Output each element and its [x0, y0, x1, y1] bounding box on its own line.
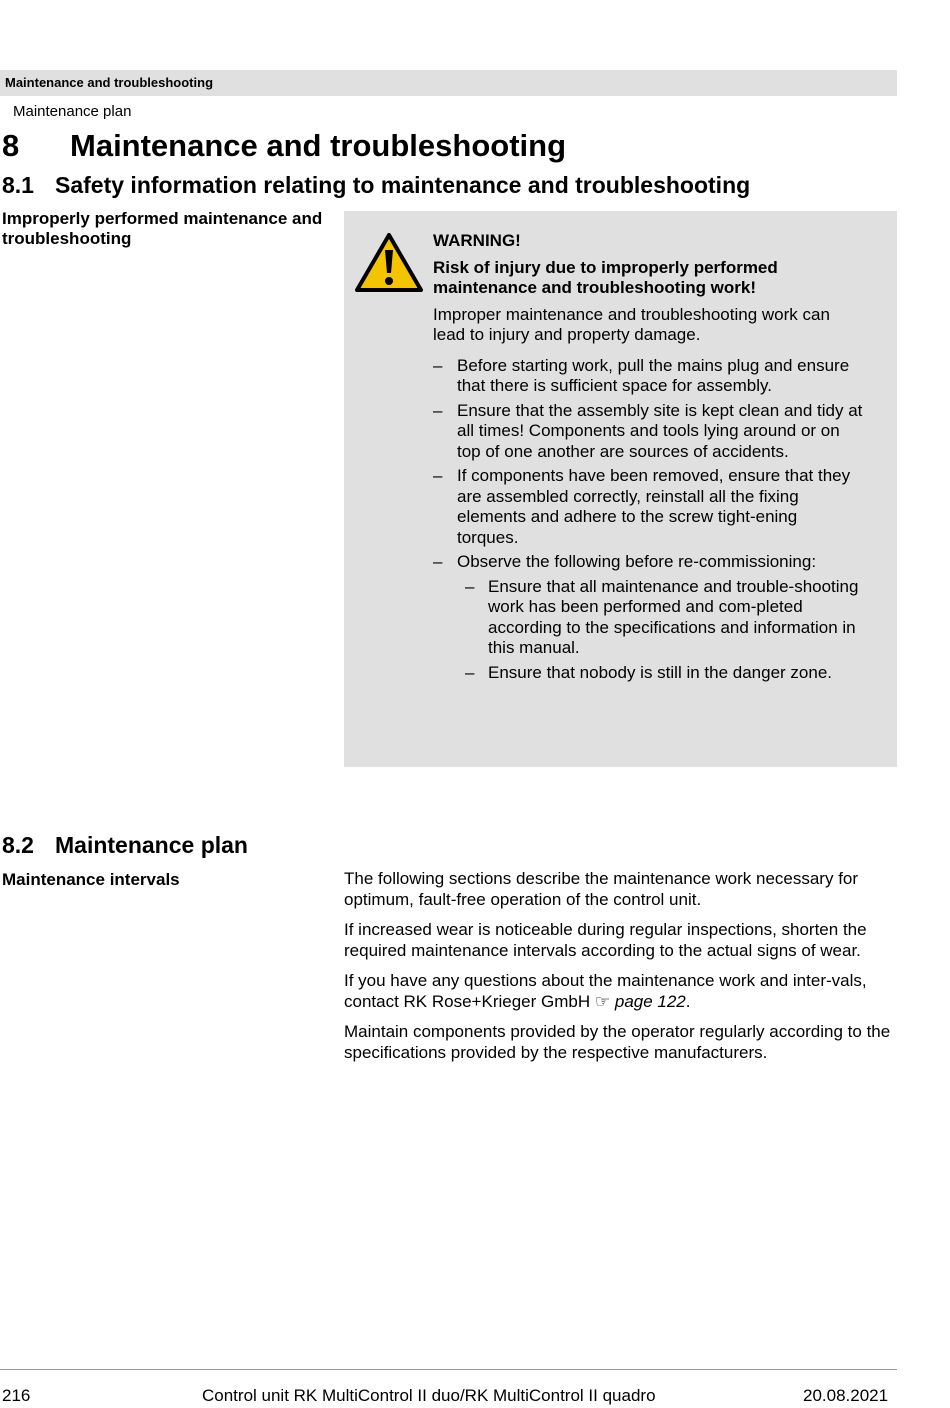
footer-product: Control unit RK MultiControl II duo/RK MultiControl II quadro: [202, 1386, 656, 1405]
warning-content: [433, 231, 863, 687]
list-item: [433, 356, 863, 397]
list-item-text: If components have been removed, ensure that they are assembled correctly, reinstall all the fixing elements and adhere to the screw tight-ening torques.: [457, 466, 851, 547]
section-8-1-heading: [2, 172, 750, 199]
list-dash: –: [433, 355, 443, 375]
section-8-2-side-label: Maintenance intervals: [2, 870, 180, 889]
running-header-title: Maintenance and troubleshooting: [5, 75, 214, 90]
section-8-2-heading: [2, 832, 248, 859]
chapter-title: Maintenance and troubleshooting: [70, 128, 567, 163]
list-item: [465, 577, 863, 659]
warning-intro: Improper maintenance and troubleshooting work can lead to injury and property damage.: [433, 304, 830, 344]
list-item-text: Ensure that nobody is still in the danger zone.: [488, 662, 832, 682]
footer-page-number: 216: [2, 1386, 31, 1405]
list-dash: –: [465, 576, 475, 596]
chapter-heading: [2, 128, 566, 164]
list-item: [433, 401, 863, 463]
maintenance-plan-text: [344, 869, 894, 1073]
list-item-text: Observe the following before re-commissioning:: [457, 552, 817, 571]
list-item-text: Ensure that the assembly site is kept clean and tidy at all times! Components and tools lying around or on top of one another are sources of accidents.: [457, 400, 863, 461]
section-8-1-side-label: Improperly performed maintenance and troubleshooting: [2, 209, 323, 248]
section-8-1-number: 8.1: [2, 172, 34, 198]
page-reference-link[interactable]: page 122: [614, 991, 686, 1011]
warning-box: [344, 211, 897, 767]
warning-sub-list: [457, 577, 863, 684]
section-8-1-title: Safety information relating to maintenance and troubleshooting: [55, 172, 751, 198]
paragraph: If increased wear is noticeable during regular inspections, shorten the required maintenance intervals according to the actual signs of wear.: [344, 920, 867, 960]
section-8-2-title: Maintenance plan: [55, 832, 248, 858]
list-item-text: Ensure that all maintenance and trouble-shooting work has been performed and com-pleted according to the specifications and information in this manual.: [488, 576, 859, 657]
section-8-2-number: 8.2: [2, 832, 34, 858]
contact-text: If you have any questions about the maintenance work and inter-vals, contact RK Rose+Krieger GmbH: [344, 971, 867, 1011]
list-item: [433, 466, 863, 548]
list-item: [433, 552, 863, 683]
list-item: [465, 663, 863, 684]
list-dash: –: [433, 400, 443, 420]
list-dash: –: [433, 552, 443, 571]
list-dash: –: [433, 466, 443, 485]
footer-divider: [0, 1369, 897, 1370]
footer-date: 20.08.2021: [803, 1386, 889, 1405]
pointing-hand-icon: ☞: [594, 991, 611, 1011]
list-item-text: Before starting work, pull the mains plug and ensure that there is sufficient space for assembly.: [457, 355, 850, 395]
paragraph: The following sections describe the maintenance work necessary for optimum, fault-free operation of the control unit.: [344, 869, 859, 909]
warning-triangle-icon: [354, 232, 424, 299]
warning-signal-word: WARNING!: [433, 231, 521, 250]
chapter-number: 8: [2, 128, 20, 163]
running-header-subtitle: Maintenance plan: [13, 103, 132, 120]
list-dash: –: [465, 662, 475, 682]
running-header-bar: [0, 70, 897, 96]
contact-paragraph: [344, 971, 894, 1012]
warning-steps-list: [433, 356, 863, 684]
paragraph: Maintain components provided by the operator regularly according to the specifications provided by the respective manufacturers.: [344, 1022, 891, 1062]
warning-heading: Risk of injury due to improperly performed maintenance and troubleshooting work!: [433, 257, 778, 297]
contact-end: .: [685, 991, 691, 1011]
